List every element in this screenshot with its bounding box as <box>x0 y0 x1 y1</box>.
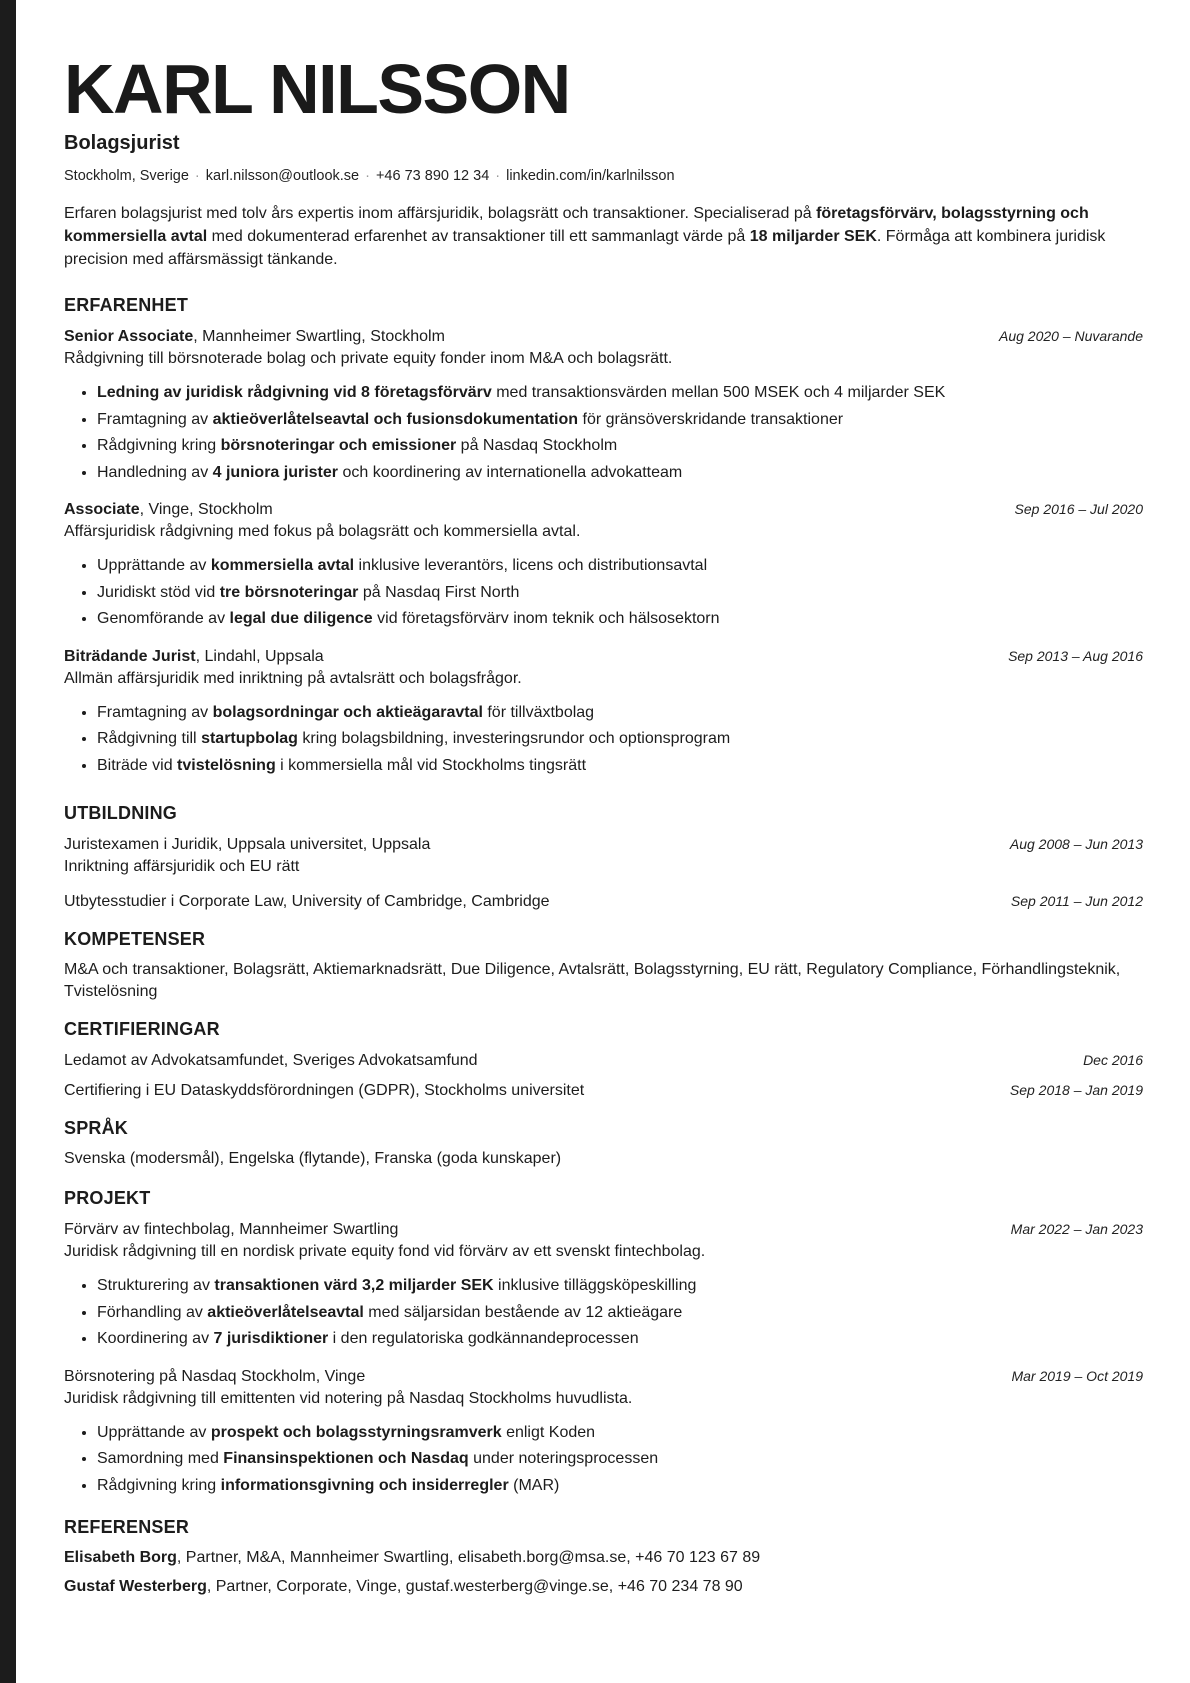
project-entry <box>64 1365 1143 1500</box>
job-role: Associate <box>64 501 140 518</box>
certification-entry <box>64 1049 1143 1072</box>
summary-text: . Förmåga att kombinera juridisk precision med affärsmässigt tänkande. <box>64 228 1106 268</box>
skills-list: M&A och transaktioner, Bolagsrätt, Aktiemarknadsrätt, Due Diligence, Avtalsrätt, Bolagsstyrning, EU rätt, Regulatory Compliance, Förhandlingsteknik, Tvistelösning <box>64 961 1121 1000</box>
job-role: Biträdande Jurist <box>64 647 196 665</box>
contact-phone: +46 73 890 12 34 <box>375 168 490 184</box>
certifications-section <box>64 1017 1143 1102</box>
job-description: Affärsjuridisk rådgivning med fokus på bolagsrätt och kommersiella avtal. <box>64 523 581 540</box>
job-date: Sep 2013 – Aug 2016 <box>1008 647 1143 664</box>
certifications-heading: CERTIFIERINGAR <box>64 1019 220 1039</box>
job-org: , Lindahl, Uppsala <box>195 647 324 665</box>
project-description: Juridisk rådgivning till en nordisk private equity fond vid förvärv av ett svenskt fintechbolag. <box>64 1243 706 1260</box>
candidate-role: Bolagsjurist <box>64 132 180 154</box>
summary-text: med dokumenterad erfarenhet av transaktioner till ett sammanlagt värde på <box>207 228 750 245</box>
job-org: , Vinge, Stockholm <box>139 501 273 518</box>
job-achievements <box>64 700 1143 780</box>
resume-page <box>64 0 1143 1605</box>
reference-entry <box>64 1576 1143 1598</box>
certification-entry <box>64 1079 1143 1102</box>
project-entry <box>64 1218 1143 1353</box>
job-entry <box>64 645 1143 780</box>
job-header <box>64 325 1143 348</box>
job-achievements <box>64 553 1143 633</box>
languages-heading: SPRÅK <box>64 1118 129 1138</box>
list-item: • Rådgivning till startupbolag kring bolagsbildning, investeringsrundor och optionsprogram <box>97 726 1143 753</box>
contact-line <box>64 166 1143 186</box>
education-date: Sep 2011 – Jun 2012 <box>1010 893 1143 909</box>
list-item: • Förhandling av aktieöverlåtelseavtal med säljarsidan bestående av 12 aktieägare <box>97 1300 1143 1327</box>
contact-location: Stockholm, Sverige <box>64 168 189 184</box>
education-heading: UTBILDNING <box>64 803 177 823</box>
certification-name: Ledamot av Advokatsamfundet, Sveriges Advokatsamfund <box>64 1052 478 1069</box>
certification-date: Sep 2018 – Jan 2019 <box>1009 1082 1143 1098</box>
education-degree: Utbytesstudier i Corporate Law, University of Cambridge, Cambridge <box>64 893 550 910</box>
side-accent-bar <box>0 0 16 1683</box>
summary-highlight: företagsförvärv, bolagsstyrning och kommersiella avtal <box>64 205 1089 245</box>
skills-heading: KOMPETENSER <box>64 929 206 949</box>
project-achievements <box>64 1420 1143 1500</box>
list-item: • Strukturering av transaktionen värd 3,2 miljarder SEK inklusive tilläggsköpeskilling <box>97 1273 1143 1300</box>
job-entry <box>64 325 1143 486</box>
summary-highlight: 18 miljarder SEK <box>749 228 877 245</box>
list-item: • Genomförande av legal due diligence vid företagsförvärv inom teknik och hälsosektorn <box>97 606 1143 633</box>
project-name: Börsnotering på Nasdaq Stockholm, Vinge <box>64 1367 366 1385</box>
job-role: Senior Associate <box>64 328 194 345</box>
list-item: • Juridiskt stöd vid tre börsnoteringar på Nasdaq First North <box>97 580 1143 607</box>
projects-section <box>64 1186 1143 1499</box>
contact-separator: · <box>194 168 200 184</box>
list-item: • Upprättande av kommersiella avtal inklusive leverantörs, licens och distributionsavtal <box>97 553 1143 580</box>
languages-list: Svenska (modersmål), Engelska (flytande), Franska (goda kunskaper) <box>64 1150 562 1167</box>
project-date: Mar 2022 – Jan 2023 <box>1010 1221 1143 1237</box>
list-item: • Framtagning av bolagsordningar och aktieägaravtal för tillväxtbolag <box>97 700 1143 727</box>
experience-section <box>64 293 1143 779</box>
project-header <box>64 1218 1143 1241</box>
list-item: • Handledning av 4 juniora jurister och koordinering av internationella advokatteam <box>97 460 1143 487</box>
languages-section <box>64 1116 1143 1170</box>
education-entry <box>64 890 1143 913</box>
education-date: Aug 2008 – Jun 2013 <box>1009 836 1143 852</box>
education-header <box>64 833 1143 856</box>
certification-date: Dec 2016 <box>1083 1052 1143 1068</box>
education-section <box>64 801 1143 913</box>
contact-email[interactable]: karl.nilsson@outlook.se <box>205 168 360 184</box>
reference-details: , Partner, M&A, Mannheimer Swartling, elisabeth.borg@msa.se, +46 70 123 67 89 <box>176 1549 761 1566</box>
job-achievements <box>64 380 1143 486</box>
reference-name: Gustaf Westerberg <box>64 1578 207 1595</box>
contact-linkedin[interactable]: linkedin.com/in/karlnilsson <box>506 168 675 184</box>
project-header <box>64 1365 1143 1388</box>
experience-heading: ERFARENHET <box>64 295 189 315</box>
references-section <box>64 1515 1143 1598</box>
job-description: Rådgivning till börsnoterade bolag och private equity fonder inom M&A och bolagsrätt. <box>64 350 673 367</box>
job-description: Allmän affärsjuridik med inriktning på avtalsrätt och bolagsfrågor. <box>64 669 522 687</box>
education-degree: Juristexamen i Juridik, Uppsala universitet, Uppsala <box>64 836 431 853</box>
job-header <box>64 645 1143 668</box>
reference-details: , Partner, Corporate, Vinge, gustaf.westerberg@vinge.se, +46 70 234 78 90 <box>206 1578 743 1595</box>
list-item: • Biträde vid tvistelösning i kommersiella mål vid Stockholms tingsrätt <box>97 753 1143 780</box>
projects-heading: PROJEKT <box>64 1188 151 1208</box>
list-item: • Samordning med Finansinspektionen och Nasdaq under noteringsprocessen <box>97 1446 1143 1473</box>
list-item: • Koordinering av 7 jurisdiktioner i den regulatoriska godkännandeprocessen <box>97 1326 1143 1353</box>
education-entry <box>64 833 1143 878</box>
job-org: , Mannheimer Swartling, Stockholm <box>193 328 445 345</box>
job-date: Sep 2016 – Jul 2020 <box>1014 501 1143 517</box>
project-description: Juridisk rådgivning till emittenten vid notering på Nasdaq Stockholms huvudlista. <box>64 1389 633 1407</box>
list-item: • Upprättande av prospekt och bolagsstyrningsramverk enligt Koden <box>97 1420 1143 1447</box>
list-item: • Rådgivning kring börsnoteringar och emissioner på Nasdaq Stockholm <box>97 433 1143 460</box>
reference-name: Elisabeth Borg <box>64 1549 177 1566</box>
certification-name: Certifiering i EU Dataskyddsförordningen (GDPR), Stockholms universitet <box>64 1082 585 1099</box>
list-item: • Framtagning av aktieöverlåtelseavtal och fusionsdokumentation för gränsöverskridande transaktioner <box>97 407 1143 434</box>
job-entry <box>64 498 1143 633</box>
list-item: • Rådgivning kring informationsgivning och insiderregler (MAR) <box>97 1473 1143 1500</box>
education-header <box>64 890 1143 913</box>
summary-text: Erfaren bolagsjurist med tolv års expertis inom affärsjuridik, bolagsrätt och transaktioner. Specialiserad på <box>64 205 817 222</box>
project-name: Förvärv av fintechbolag, Mannheimer Swartling <box>64 1221 399 1238</box>
skills-section <box>64 927 1143 1003</box>
job-date: Aug 2020 – Nuvarande <box>999 328 1143 344</box>
references-heading: REFERENSER <box>64 1517 190 1537</box>
contact-separator: · <box>365 168 370 184</box>
contact-separator: · <box>495 168 501 184</box>
job-header <box>64 498 1143 521</box>
education-focus: Inriktning affärsjuridik och EU rätt <box>64 858 300 875</box>
list-item: • Ledning av juridisk rådgivning vid 8 företagsförvärv med transaktionsvärden mellan 500 MSEK och 4 miljarder SEK <box>97 380 1143 407</box>
project-date: Mar 2019 – Oct 2019 <box>1011 1367 1143 1384</box>
profile-summary <box>64 202 1143 271</box>
candidate-name: KARL NILSSON <box>64 50 570 128</box>
project-achievements <box>64 1273 1143 1353</box>
reference-entry <box>64 1547 1143 1569</box>
